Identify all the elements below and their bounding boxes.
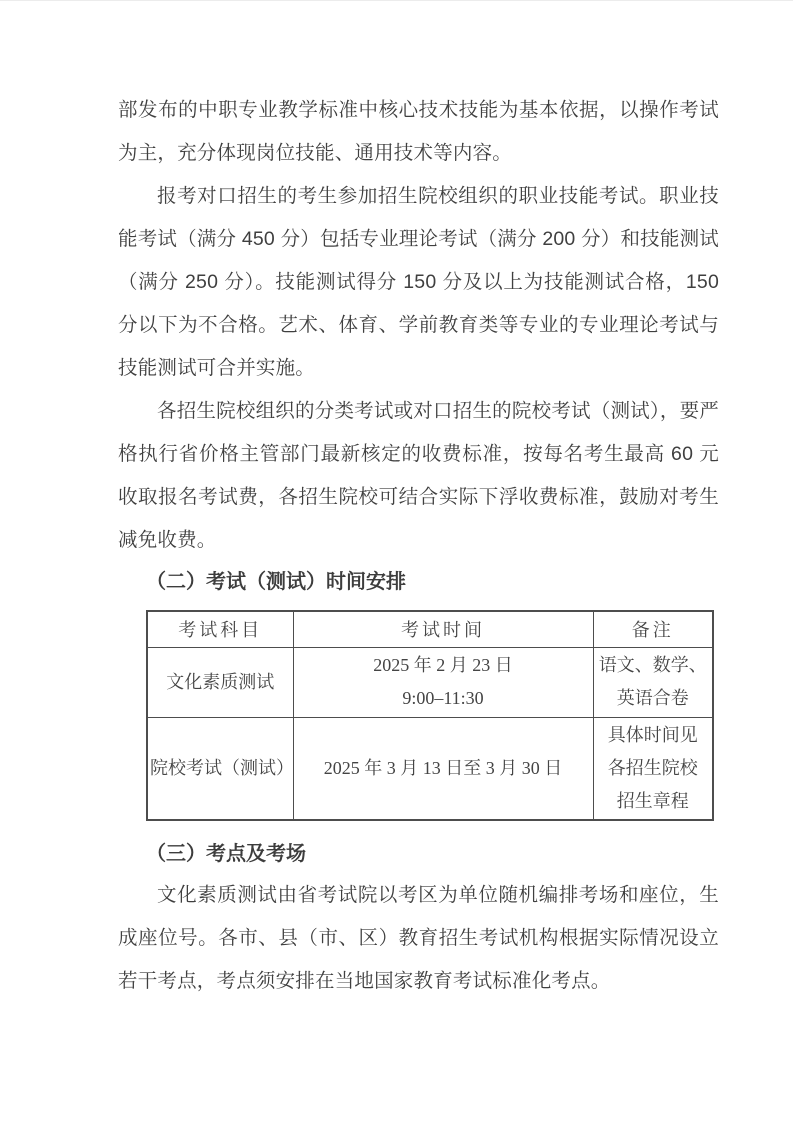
- paragraph-vocational-skill-exam: 报考对口招生的考生参加招生院校组织的职业技能考试。职业技能考试（满分 450 分）包括专业理论考试（满分 200 分）和技能测试（满分 250 分）。技能测试得分 150 分及以上为技能测试合格，150 分以下为不合格。艺术、体育、学前教育类等专业的专业理论考试与技能测试可合并实施。: [118, 185, 719, 379]
- paragraph-continuation: 部发布的中职专业教学标准中核心技术技能为基本依据，以操作考试为主，充分体现岗位技能、通用技术等内容。: [118, 99, 719, 164]
- column-header-time: 考试时间: [293, 611, 593, 647]
- time-line: 2025 年 2 月 23 日: [373, 655, 513, 675]
- exam-schedule-table: [146, 610, 714, 821]
- table-row-culture-test: [147, 647, 713, 717]
- note-line: 招生章程: [616, 790, 689, 811]
- table-header-row: [147, 611, 713, 647]
- note-line: 具体时间见: [607, 724, 698, 745]
- subject-text: 文化素质测试: [166, 671, 275, 692]
- section-heading-exam-time: （二）考试（测试）时间安排: [146, 571, 406, 593]
- subject-text: 院校考试（测试）: [150, 757, 294, 778]
- time-line: 2025 年 3 月 13 日至 3 月 30 日: [323, 757, 563, 778]
- column-header-subject: 考试科目: [147, 611, 293, 647]
- note-line: 各招生院校: [607, 757, 698, 778]
- table-row-school-exam: [147, 717, 713, 820]
- paragraph-exam-sites: 文化素质测试由省考试院以考区为单位随机编排考场和座位，生成座位号。各市、县（市、区）教育招生考试机构根据实际情况设立若干考点，考点须安排在当地国家教育考试标准化考点。: [118, 884, 719, 992]
- cell-time: [293, 647, 593, 717]
- cell-subject: [147, 717, 293, 820]
- document-content: [118, 89, 719, 1003]
- cell-note: [593, 647, 713, 717]
- note-line: 英语合卷: [616, 688, 689, 708]
- time-line: 9:00–11:30: [402, 688, 484, 708]
- cell-time: [293, 717, 593, 820]
- note-line: 语文、数学、: [598, 655, 707, 675]
- paragraph-exam-fees: 各招生院校组织的分类考试或对口招生的院校考试（测试），要严格执行省价格主管部门最新核定的收费标准，按每名考生最高 60 元收取报名考试费，各招生院校可结合实际下浮收费标准，鼓励对考生减免收费。: [118, 400, 719, 551]
- section-heading-exam-sites: （三）考点及考场: [146, 843, 306, 865]
- cell-note: [593, 717, 713, 820]
- cell-subject: [147, 647, 293, 717]
- column-header-note: 备注: [593, 611, 713, 647]
